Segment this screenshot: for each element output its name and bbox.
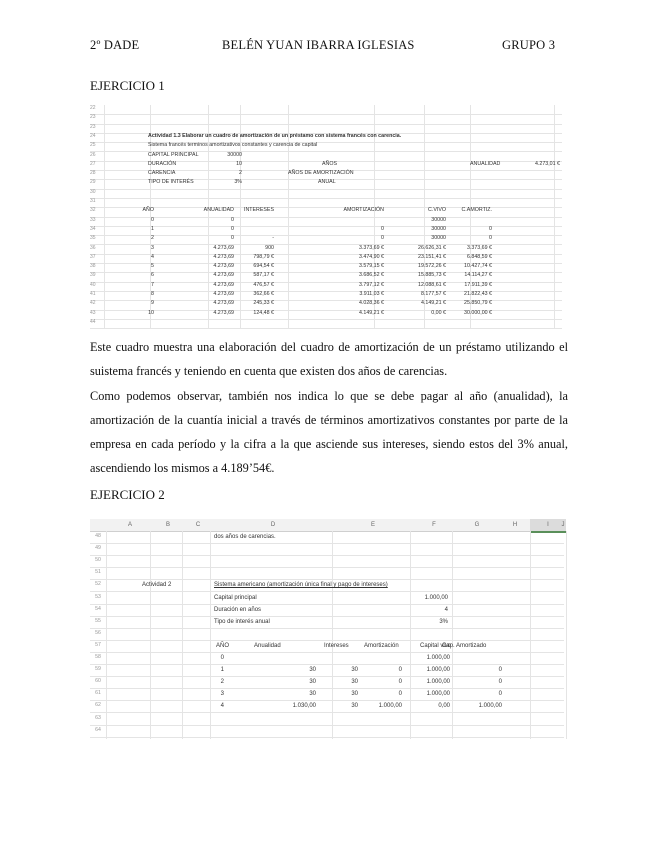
column-header: Intereses [324, 642, 349, 649]
row-number: 35 [90, 235, 96, 242]
param-label: DURACIÓN [148, 160, 177, 167]
row-number: 36 [90, 244, 96, 251]
carencias-text: dos años de carencias. [214, 534, 276, 540]
table-cell: 3.579,15 € [358, 263, 384, 270]
row-number: 34 [90, 225, 96, 232]
param-value: 30000 [227, 151, 242, 158]
sheet-title: Actividad 1.3 Elaborar un cuadro de amortización de un préstamo con sistema francés con carencia. [148, 132, 402, 139]
header-group: 2º DADE [90, 38, 140, 52]
column-header: INTERESES [243, 207, 274, 214]
table-cell: 0 [489, 235, 492, 242]
table-cell: 2 [151, 235, 154, 242]
table-cell: 30 [351, 679, 358, 686]
table-cell: 798,79 € [253, 253, 274, 260]
exercise1-title: EJERCICIO 1 [90, 78, 165, 93]
years-amort-label: AÑOS DE AMORTIZACIÓN [288, 170, 354, 177]
row-number: 49 [95, 545, 101, 552]
activity-label: Actividad 2 [142, 582, 172, 589]
table-cell: 0 [231, 235, 234, 242]
column-letter: G [474, 522, 480, 528]
table-cell: 3.797,12 € [358, 281, 384, 288]
table-cell: 26.626,31 € [418, 244, 446, 251]
column-letter: B [165, 522, 170, 528]
table-cell: 900 [265, 244, 274, 251]
row-number: 44 [90, 318, 96, 325]
row-number: 63 [95, 714, 101, 721]
row-number: 61 [95, 690, 101, 697]
table-cell: 0 [231, 225, 234, 232]
table-cell: 10.427,74 € [464, 263, 492, 270]
table-cell: 4.273,69 [213, 253, 234, 260]
table-cell: 4 [220, 703, 224, 710]
table-cell: 0,00 [438, 703, 450, 710]
row-number: 64 [95, 726, 101, 733]
param-value: 4 [444, 606, 448, 613]
system-title: Sistema americano (amortización única final y pago de intereses) [214, 582, 388, 589]
row-number: 24 [90, 132, 96, 139]
row-number: 33 [90, 216, 96, 223]
table-cell: 0 [498, 667, 502, 674]
exercise1-paragraph-2: Como podemos observar, también nos indica lo que se debe pagar al año (anualidad), la amortización de la cuantía inicial a través de términos amortizativos constantes por parte de la empresa en cada período y la cifra a la que asciende sus intereses, siendo estos del 3% anual, ascendiendo los mismos a 4.189’54€. [90, 389, 568, 475]
table-cell: 1.000,00 [378, 703, 402, 710]
table-cell: 4.273,69 [213, 244, 234, 251]
table-cell: 0 [398, 679, 402, 686]
table-cell: 8.177,57 € [420, 291, 446, 297]
sheet-row [90, 319, 562, 329]
table-cell: 30 [309, 679, 316, 686]
row-number: 59 [95, 666, 101, 673]
row-number: 23 [90, 114, 96, 121]
table-cell: 0 [381, 225, 384, 232]
table-cell: 23.151,41 € [418, 253, 446, 260]
table-cell: 3.373,69 € [358, 244, 384, 251]
param-value: 2 [239, 170, 242, 177]
column-header: AÑO [216, 642, 230, 649]
row-number: 50 [95, 557, 101, 564]
table-cell: 21.822,43 € [464, 291, 492, 297]
table-cell: 3 [151, 244, 154, 251]
table-cell: 4.028,36 € [358, 300, 384, 307]
table-cell: 30.000,00 € [464, 309, 492, 316]
table-cell: 1 [220, 667, 224, 674]
sheet-row [90, 725, 564, 738]
row-number: 57 [95, 641, 101, 648]
param-label: CARENCIA [148, 170, 176, 177]
param-value: 3% [234, 179, 242, 186]
column-letter: H [512, 522, 518, 528]
param-label: TIPO DE INTERÉS [148, 179, 194, 186]
row-number: 26 [90, 151, 96, 158]
table-cell: 3.373,69 € [466, 244, 492, 251]
column-header: Anualidad [254, 642, 281, 649]
table-cell: 4.273,69 [213, 281, 234, 288]
table-cell: 0 [398, 667, 402, 674]
table-cell: 0 [398, 691, 402, 698]
row-number: 54 [95, 605, 101, 612]
table-cell: 4.273,69 [213, 291, 234, 297]
table-cell: 25.850,79 € [464, 300, 492, 307]
table-cell: 4.273,69 [213, 309, 234, 316]
table-cell: 14.114,27 € [464, 272, 492, 279]
table-cell: 5 [151, 263, 154, 270]
table-cell: 1 [151, 225, 154, 232]
column-letter: I [547, 522, 549, 528]
table-cell: 2 [220, 679, 224, 686]
table-cell: 4.273,69 [213, 300, 234, 307]
column-letter: F [432, 522, 436, 528]
column-header: C.VIVO [428, 207, 446, 214]
header-author: BELÉN YUAN IBARRA IGLESIAS [222, 38, 415, 52]
table-cell: 4 [151, 253, 154, 260]
row-number: 43 [90, 309, 96, 316]
column-header: AÑO [142, 207, 154, 214]
table-cell: 4.149,21 € [358, 309, 384, 316]
exercise2-title: EJERCICIO 2 [90, 487, 165, 502]
row-number: 23 [90, 123, 96, 130]
table-cell: 0 [381, 235, 384, 242]
table-cell: 362,66 € [253, 291, 274, 297]
row-number: 27 [90, 160, 96, 167]
sheet-subtitle: Sistema francés terminos amortizativos constantes y carencia de capital [148, 142, 318, 149]
exercise1-paragraph-1: Este cuadro muestra una elaboración del cuadro de amortización de un préstamo utilizando el suistema francés y teniendo en cuenta que existen dos años de carencias. [90, 340, 568, 378]
table-cell: 0 [498, 691, 502, 698]
table-cell: 1.000,00 [426, 691, 450, 698]
table-cell: 0 [498, 679, 502, 686]
row-number: 55 [95, 617, 101, 624]
row-number: 48 [95, 533, 101, 539]
row-number: 25 [90, 142, 96, 149]
row-number: 29 [90, 179, 96, 186]
table-cell: 10 [148, 309, 154, 316]
table-cell: 1.000,00 [426, 667, 450, 674]
exercise1-spreadsheet [90, 105, 562, 329]
column-header: ANUALIDAD [203, 207, 234, 214]
param-value: 10 [236, 160, 242, 167]
column-letter: J [561, 522, 565, 528]
column-header: Capital vivo [420, 642, 452, 649]
row-number: 51 [95, 569, 101, 576]
table-cell: 245,33 € [253, 300, 274, 307]
years-label: AÑOS [322, 160, 338, 167]
table-cell: 1.000,00 [426, 655, 450, 661]
column-header: C.AMORTIZ. [461, 207, 492, 214]
table-cell: 9 [151, 300, 154, 307]
table-cell: 30 [309, 691, 316, 698]
table-cell: 0,00 € [431, 309, 446, 316]
row-number: 31 [90, 198, 96, 204]
column-letter: C [195, 522, 201, 528]
table-cell: 0 [489, 225, 492, 232]
table-cell: 12.088,61 € [418, 281, 446, 288]
table-cell: 7 [151, 281, 154, 288]
table-cell: 30000 [431, 216, 446, 223]
annual-label: ANUAL [318, 179, 336, 186]
table-cell: 4.273,69 [213, 263, 234, 270]
table-cell: 30000 [431, 235, 446, 242]
table-cell: 587,17 € [253, 272, 274, 279]
param-label: Duración en años [214, 606, 262, 613]
row-number: 28 [90, 170, 96, 177]
table-cell: 8 [151, 291, 154, 297]
row-number: 58 [95, 654, 101, 660]
annuity-label: ANUALIDAD [470, 160, 501, 167]
table-cell: 6.848,59 € [466, 253, 492, 260]
table-cell: 15.885,73 € [418, 272, 446, 279]
annuity-value: 4.273,01 € [534, 160, 560, 167]
table-cell: 1.000,00 [478, 703, 502, 710]
column-letter: A [127, 522, 132, 528]
param-label: Capital principal [214, 594, 257, 601]
row-number: 42 [90, 300, 96, 307]
row-number: 53 [95, 593, 101, 600]
table-cell: 30 [351, 667, 358, 674]
row-number: 32 [90, 207, 96, 214]
row-number: 22 [90, 105, 96, 111]
param-label: CAPITAL PRINCIPAL [148, 151, 199, 158]
column-header: AMORTIZACIÓN [343, 207, 384, 214]
row-number: 37 [90, 253, 96, 260]
row-number: 52 [95, 581, 101, 588]
param-value: 1.000,00 [424, 594, 448, 601]
table-cell: 6 [151, 272, 154, 279]
table-cell: 476,57 € [253, 281, 274, 288]
column-letter: E [370, 522, 375, 528]
row-number: 30 [90, 188, 96, 195]
row-number: 41 [90, 291, 96, 297]
column-letter: D [270, 522, 276, 528]
param-value: 3% [439, 618, 448, 625]
table-cell: 3.686,52 € [358, 272, 384, 279]
table-cell: 694,54 € [253, 263, 274, 270]
table-cell: 17.911,39 € [464, 281, 492, 288]
row-number: 60 [95, 678, 101, 685]
row-number: 39 [90, 272, 96, 279]
column-header: Amortización [364, 642, 399, 649]
table-cell: 30 [309, 667, 316, 674]
table-cell: 3.474,90 € [358, 253, 384, 260]
table-cell: 124,48 € [253, 309, 274, 316]
table-cell: 19.572,26 € [418, 263, 446, 270]
table-cell: 30 [351, 691, 358, 698]
table-cell: 3 [220, 691, 224, 698]
table-cell: 0 [231, 216, 234, 223]
row-number: 62 [95, 702, 101, 709]
table-cell: 0 [151, 216, 154, 223]
row-number: 56 [95, 629, 101, 636]
row-number: 38 [90, 263, 96, 270]
table-cell: 1.030,00 [292, 703, 316, 710]
table-cell: - [272, 235, 274, 242]
table-cell: 0 [220, 655, 224, 661]
row-number: 40 [90, 281, 96, 288]
exercise2-spreadsheet [90, 519, 564, 739]
table-cell: 4.273,69 [213, 272, 234, 279]
param-label: Tipo de interés anual [214, 618, 270, 625]
table-cell: 30 [351, 703, 358, 710]
table-cell: 4.149,21 € [420, 300, 446, 307]
column-header: Cap. Amortizado [442, 642, 487, 649]
table-cell: 3.911,03 € [359, 291, 384, 297]
table-cell: 30000 [431, 225, 446, 232]
table-cell: 1.000,00 [426, 679, 450, 686]
header-class: GRUPO 3 [502, 38, 556, 52]
